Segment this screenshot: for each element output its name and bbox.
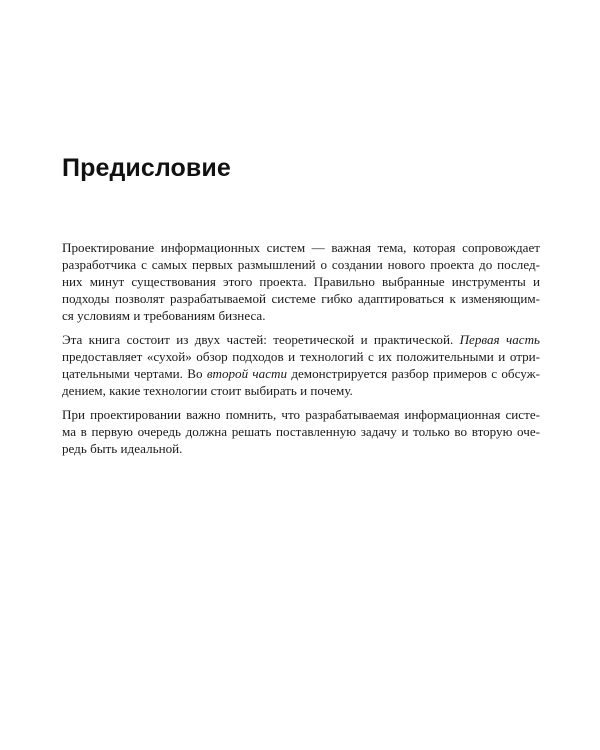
text-segment: демонстрируется разбор примеров с обсуж- <box>287 366 541 381</box>
text-line <box>62 382 540 399</box>
paragraph <box>62 331 540 399</box>
text-line <box>62 331 540 348</box>
text-segment: них минут существования этого проекта. Правильно выбранные инструменты и <box>62 274 540 289</box>
text-line <box>62 365 540 382</box>
text-line <box>62 273 540 290</box>
text-segment: редь быть идеальной. <box>62 441 183 456</box>
text-segment: ма в первую очередь должна решать поставленную задачу и только во вторую оче- <box>62 424 540 439</box>
text-segment: цательными чертами. Во <box>62 366 207 381</box>
text-segment: подходы позволят разрабатываемой системе гибко адаптироваться к изменяющим- <box>62 291 540 306</box>
text-line <box>62 290 540 307</box>
text-segment: предоставляет «сухой» обзор подходов и технологий с их положительными и отри- <box>62 349 540 364</box>
text-line <box>62 307 540 324</box>
text-line <box>62 406 540 423</box>
paragraph <box>62 239 540 324</box>
text-line <box>62 423 540 440</box>
paragraph <box>62 406 540 457</box>
text-segment: ся условиям и требованиям бизнеса. <box>62 308 266 323</box>
text-segment: Проектирование информационных систем — важная тема, которая сопровождает <box>62 240 540 255</box>
text-segment: При проектировании важно помнить, что разрабатываемая информационная систе- <box>62 407 540 422</box>
chapter-title: Предисловие <box>62 154 231 182</box>
text-line <box>62 348 540 365</box>
emphasized-text: второй части <box>206 366 288 381</box>
body-text <box>62 239 540 464</box>
text-line <box>62 256 540 273</box>
emphasized-text: Первая часть <box>459 332 540 347</box>
text-segment: дением, какие технологии стоит выбирать и почему. <box>62 383 353 398</box>
text-line <box>62 239 540 256</box>
text-segment: Эта книга состоит из двух частей: теоретической и практической. <box>62 332 460 347</box>
text-line <box>62 440 540 457</box>
text-segment: разработчика с самых первых размышлений о создании нового проекта до послед- <box>62 257 540 272</box>
